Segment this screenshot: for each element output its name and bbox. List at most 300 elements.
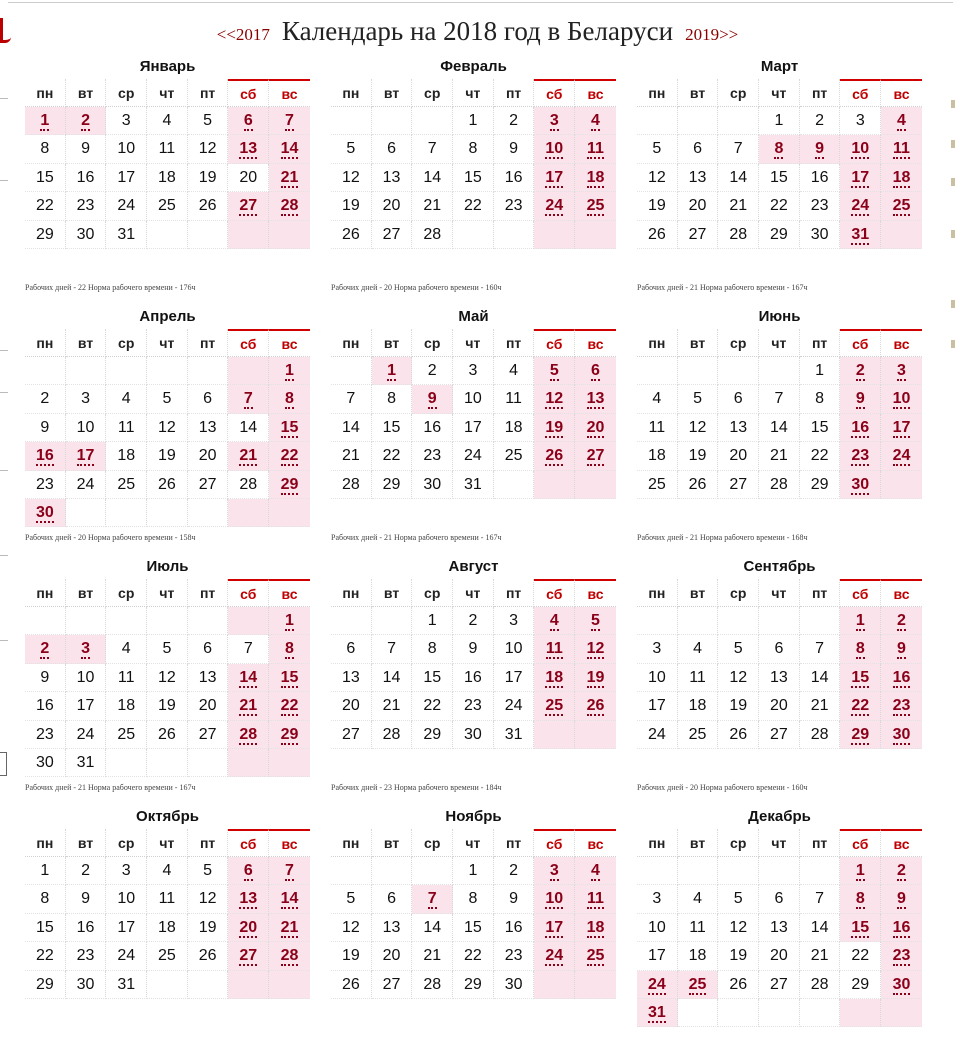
month-stats: Рабочих дней - 20 Норма рабочего времени - 160ч — [331, 283, 502, 292]
week-row — [637, 442, 922, 470]
day-cell: 5 — [147, 635, 188, 663]
day-cell: 17 — [106, 914, 147, 942]
month-12 — [637, 805, 942, 1051]
day-cell: 21 — [269, 914, 310, 942]
day-cell: 27 — [188, 721, 229, 749]
empty-cell — [881, 471, 922, 499]
day-cell: 13 — [759, 914, 800, 942]
day-cell: 12 — [331, 164, 372, 192]
day-cell: 22 — [269, 692, 310, 720]
empty-cell — [228, 749, 269, 777]
day-cell: 14 — [228, 414, 269, 442]
day-cell: 22 — [453, 942, 494, 970]
day-cell: 5 — [718, 635, 759, 663]
weekday-header-row — [331, 829, 616, 857]
month-name: Февраль — [440, 58, 507, 75]
day-cell: 6 — [188, 635, 229, 663]
weekday-label: вс — [269, 829, 310, 857]
day-cell: 3 — [106, 107, 147, 135]
day-cell: 18 — [881, 164, 922, 192]
week-row — [25, 664, 310, 692]
day-cell: 29 — [453, 971, 494, 999]
empty-cell — [718, 857, 759, 885]
weekday-label: пт — [188, 579, 229, 607]
day-cell: 4 — [637, 385, 678, 413]
week-row — [637, 942, 922, 970]
month-stats: Рабочих дней - 21 Норма рабочего времени - 167ч — [25, 783, 196, 792]
day-cell: 24 — [494, 692, 535, 720]
weekday-label: сб — [840, 79, 881, 107]
weekday-header-row — [331, 579, 616, 607]
week-row — [637, 471, 922, 499]
day-cell: 25 — [494, 442, 535, 470]
day-cell: 23 — [25, 721, 66, 749]
week-row — [637, 414, 922, 442]
day-cell: 30 — [412, 471, 453, 499]
day-cell: 1 — [453, 107, 494, 135]
month-grid — [25, 829, 310, 999]
day-cell: 20 — [759, 692, 800, 720]
day-cell: 2 — [453, 607, 494, 635]
day-cell: 25 — [106, 721, 147, 749]
day-cell: 23 — [412, 442, 453, 470]
day-cell: 16 — [66, 164, 107, 192]
weekday-label: вт — [66, 329, 107, 357]
day-cell: 24 — [66, 721, 107, 749]
empty-cell — [372, 107, 413, 135]
day-cell: 26 — [331, 221, 372, 249]
day-cell: 14 — [269, 135, 310, 163]
weekday-header-row — [25, 579, 310, 607]
week-row — [637, 664, 922, 692]
week-row — [25, 414, 310, 442]
day-cell: 27 — [575, 442, 616, 470]
day-cell: 9 — [840, 385, 881, 413]
day-cell: 14 — [372, 664, 413, 692]
week-row — [25, 885, 310, 913]
day-cell: 27 — [372, 971, 413, 999]
day-cell: 25 — [534, 692, 575, 720]
week-row — [331, 635, 616, 663]
day-cell: 3 — [453, 357, 494, 385]
day-cell: 15 — [800, 414, 841, 442]
month-grid — [637, 79, 922, 249]
day-cell: 19 — [188, 914, 229, 942]
weekday-label: пн — [331, 579, 372, 607]
month-stats: Рабочих дней - 22 Норма рабочего времени - 176ч — [25, 283, 196, 292]
month-6 — [637, 305, 942, 551]
day-cell: 19 — [331, 192, 372, 220]
day-cell: 22 — [25, 192, 66, 220]
day-cell: 30 — [66, 221, 107, 249]
day-cell: 14 — [412, 164, 453, 192]
empty-cell — [718, 107, 759, 135]
prev-year-link[interactable]: <<2017 — [216, 25, 270, 44]
weekday-label: вс — [881, 579, 922, 607]
day-cell: 30 — [66, 971, 107, 999]
day-cell: 21 — [412, 192, 453, 220]
day-cell: 12 — [718, 664, 759, 692]
week-row — [25, 107, 310, 135]
day-cell: 4 — [147, 107, 188, 135]
day-cell: 16 — [881, 914, 922, 942]
day-cell: 20 — [372, 942, 413, 970]
day-cell: 23 — [881, 692, 922, 720]
weekday-label: пн — [25, 579, 66, 607]
day-cell: 23 — [66, 942, 107, 970]
day-cell: 17 — [534, 914, 575, 942]
empty-cell — [718, 607, 759, 635]
month-grid — [25, 79, 310, 249]
week-row — [331, 357, 616, 385]
day-cell: 13 — [228, 885, 269, 913]
day-cell: 12 — [534, 385, 575, 413]
day-cell: 25 — [147, 942, 188, 970]
week-row — [637, 164, 922, 192]
day-cell: 2 — [494, 857, 535, 885]
month-7 — [25, 555, 330, 801]
day-cell: 1 — [269, 607, 310, 635]
day-cell: 18 — [494, 414, 535, 442]
day-cell: 27 — [372, 221, 413, 249]
day-cell: 10 — [637, 664, 678, 692]
empty-cell — [188, 499, 229, 527]
day-cell: 14 — [331, 414, 372, 442]
day-cell: 11 — [637, 414, 678, 442]
day-cell: 14 — [269, 885, 310, 913]
day-cell: 27 — [718, 471, 759, 499]
day-cell: 12 — [147, 414, 188, 442]
empty-cell — [66, 499, 107, 527]
weekday-label: чт — [759, 79, 800, 107]
week-row — [25, 192, 310, 220]
month-grid — [331, 829, 616, 999]
sidebar-marker — [951, 140, 955, 148]
weekday-label: пт — [188, 79, 229, 107]
weekday-header-row — [637, 329, 922, 357]
day-cell: 20 — [188, 442, 229, 470]
day-cell: 10 — [106, 135, 147, 163]
empty-cell — [147, 607, 188, 635]
sidebar-input-fragment[interactable] — [0, 752, 7, 776]
weekday-label: пн — [637, 829, 678, 857]
day-cell: 20 — [372, 192, 413, 220]
day-cell: 12 — [188, 885, 229, 913]
day-cell: 18 — [106, 442, 147, 470]
empty-cell — [228, 607, 269, 635]
day-cell: 2 — [66, 107, 107, 135]
week-row — [25, 692, 310, 720]
week-row — [25, 471, 310, 499]
day-cell: 16 — [881, 664, 922, 692]
left-sidebar-edge — [0, 0, 8, 1032]
weekday-label: чт — [453, 829, 494, 857]
empty-cell — [840, 999, 881, 1027]
top-divider — [8, 2, 953, 3]
day-cell: 14 — [412, 914, 453, 942]
week-row — [331, 471, 616, 499]
day-cell: 24 — [106, 192, 147, 220]
week-row — [637, 885, 922, 913]
day-cell: 27 — [759, 721, 800, 749]
month-1 — [25, 55, 330, 301]
empty-cell — [759, 607, 800, 635]
day-cell: 23 — [881, 942, 922, 970]
day-cell: 9 — [453, 635, 494, 663]
day-cell: 11 — [106, 414, 147, 442]
day-cell: 18 — [678, 942, 719, 970]
day-cell: 26 — [718, 971, 759, 999]
day-cell: 19 — [147, 442, 188, 470]
day-cell: 19 — [147, 692, 188, 720]
weekday-label: сб — [840, 329, 881, 357]
day-cell: 1 — [269, 357, 310, 385]
week-row — [25, 721, 310, 749]
day-cell: 30 — [840, 471, 881, 499]
day-cell: 3 — [494, 607, 535, 635]
day-cell: 2 — [412, 357, 453, 385]
day-cell: 10 — [494, 635, 535, 663]
day-cell: 5 — [575, 607, 616, 635]
day-cell: 10 — [106, 885, 147, 913]
day-cell: 17 — [66, 692, 107, 720]
month-name: Ноябрь — [445, 808, 502, 825]
day-cell: 3 — [881, 357, 922, 385]
weekday-label: сб — [840, 579, 881, 607]
day-cell: 7 — [759, 385, 800, 413]
month-name: Август — [448, 558, 499, 575]
sidebar-divider — [0, 640, 8, 641]
weekday-label: вс — [269, 79, 310, 107]
empty-cell — [25, 607, 66, 635]
day-cell: 23 — [800, 192, 841, 220]
month-name: Октябрь — [136, 808, 199, 825]
empty-cell — [718, 357, 759, 385]
weekday-header-row — [25, 829, 310, 857]
day-cell: 12 — [575, 635, 616, 663]
day-cell: 1 — [800, 357, 841, 385]
month-name: Январь — [139, 58, 196, 75]
day-cell: 3 — [637, 635, 678, 663]
day-cell: 2 — [881, 607, 922, 635]
day-cell: 11 — [147, 885, 188, 913]
empty-cell — [412, 857, 453, 885]
day-cell: 28 — [269, 942, 310, 970]
weekday-header-row — [25, 329, 310, 357]
day-cell: 9 — [412, 385, 453, 413]
week-row — [331, 914, 616, 942]
weekday-label: пн — [25, 329, 66, 357]
weekday-label: пн — [331, 79, 372, 107]
weekday-label: чт — [453, 79, 494, 107]
day-cell: 1 — [25, 107, 66, 135]
day-cell: 26 — [331, 971, 372, 999]
day-cell: 21 — [412, 942, 453, 970]
day-cell: 16 — [412, 414, 453, 442]
week-row — [331, 107, 616, 135]
day-cell: 26 — [575, 692, 616, 720]
day-cell: 14 — [228, 664, 269, 692]
empty-cell — [453, 221, 494, 249]
day-cell: 3 — [66, 635, 107, 663]
day-cell: 19 — [637, 192, 678, 220]
day-cell: 24 — [881, 442, 922, 470]
day-cell: 16 — [840, 414, 881, 442]
weekday-label: пт — [800, 79, 841, 107]
weekday-label: ср — [106, 579, 147, 607]
month-grid — [331, 329, 616, 499]
day-cell: 19 — [718, 692, 759, 720]
week-row — [331, 192, 616, 220]
day-cell: 25 — [637, 471, 678, 499]
weekday-label: вт — [678, 329, 719, 357]
day-cell: 15 — [840, 914, 881, 942]
week-row — [25, 942, 310, 970]
day-cell: 8 — [453, 885, 494, 913]
empty-cell — [269, 749, 310, 777]
next-year-link[interactable]: 2019>> — [685, 25, 739, 44]
weekday-label: пт — [188, 829, 229, 857]
day-cell: 4 — [147, 857, 188, 885]
day-cell: 21 — [228, 442, 269, 470]
empty-cell — [678, 107, 719, 135]
day-cell: 29 — [800, 471, 841, 499]
weekday-label: вт — [372, 79, 413, 107]
day-cell: 19 — [534, 414, 575, 442]
month-11 — [331, 805, 636, 1051]
week-row — [637, 857, 922, 885]
day-cell: 7 — [269, 107, 310, 135]
day-cell: 27 — [228, 192, 269, 220]
day-cell: 17 — [881, 414, 922, 442]
weekday-label: вс — [881, 79, 922, 107]
day-cell: 17 — [637, 942, 678, 970]
day-cell: 21 — [800, 692, 841, 720]
day-cell: 21 — [800, 942, 841, 970]
empty-cell — [147, 499, 188, 527]
week-row — [637, 385, 922, 413]
day-cell: 7 — [372, 635, 413, 663]
week-row — [25, 221, 310, 249]
day-cell: 29 — [372, 471, 413, 499]
empty-cell — [269, 971, 310, 999]
weekday-label: сб — [228, 579, 269, 607]
weekday-label: ср — [718, 79, 759, 107]
month-grid — [637, 329, 922, 499]
day-cell: 13 — [678, 164, 719, 192]
day-cell: 17 — [106, 164, 147, 192]
day-cell: 16 — [25, 692, 66, 720]
empty-cell — [534, 971, 575, 999]
day-cell: 6 — [228, 107, 269, 135]
month-grid — [331, 79, 616, 249]
weekday-label: вт — [678, 79, 719, 107]
day-cell: 6 — [331, 635, 372, 663]
day-cell: 29 — [840, 721, 881, 749]
day-cell: 18 — [637, 442, 678, 470]
week-row — [25, 442, 310, 470]
day-cell: 4 — [106, 635, 147, 663]
month-5 — [331, 305, 636, 551]
day-cell: 4 — [106, 385, 147, 413]
empty-cell — [188, 607, 229, 635]
day-cell: 30 — [800, 221, 841, 249]
weekday-label: сб — [534, 79, 575, 107]
day-cell: 14 — [800, 914, 841, 942]
day-cell: 30 — [881, 721, 922, 749]
day-cell: 3 — [840, 107, 881, 135]
weekday-label: вс — [575, 329, 616, 357]
week-row — [331, 607, 616, 635]
day-cell: 22 — [372, 442, 413, 470]
day-cell: 13 — [228, 135, 269, 163]
day-cell: 3 — [534, 857, 575, 885]
week-row — [331, 885, 616, 913]
day-cell: 28 — [228, 721, 269, 749]
weekday-header-row — [331, 329, 616, 357]
empty-cell — [331, 607, 372, 635]
day-cell: 25 — [147, 192, 188, 220]
day-cell: 13 — [759, 664, 800, 692]
day-cell: 5 — [637, 135, 678, 163]
weekday-label: пн — [637, 329, 678, 357]
month-stats: Рабочих дней - 21 Норма рабочего времени - 167ч — [637, 283, 808, 292]
day-cell: 10 — [881, 385, 922, 413]
day-cell: 12 — [718, 914, 759, 942]
day-cell: 28 — [269, 192, 310, 220]
day-cell: 20 — [759, 942, 800, 970]
day-cell: 25 — [678, 721, 719, 749]
week-row — [637, 721, 922, 749]
day-cell: 31 — [494, 721, 535, 749]
day-cell: 19 — [575, 664, 616, 692]
empty-cell — [800, 857, 841, 885]
day-cell: 24 — [453, 442, 494, 470]
empty-cell — [147, 971, 188, 999]
day-cell: 7 — [269, 857, 310, 885]
empty-cell — [494, 471, 535, 499]
empty-cell — [575, 471, 616, 499]
week-row — [25, 914, 310, 942]
empty-cell — [678, 607, 719, 635]
month-9 — [637, 555, 942, 801]
day-cell: 11 — [678, 664, 719, 692]
weekday-label: ср — [718, 829, 759, 857]
week-row — [331, 664, 616, 692]
month-stats: Рабочих дней - 21 Норма рабочего времени - 168ч — [637, 533, 808, 542]
day-cell: 22 — [840, 692, 881, 720]
month-stats: Рабочих дней - 20 Норма рабочего времени - 158ч — [25, 533, 196, 542]
weekday-label: сб — [534, 329, 575, 357]
weekday-label: вс — [269, 329, 310, 357]
day-cell: 19 — [331, 942, 372, 970]
weekday-label: чт — [147, 579, 188, 607]
day-cell: 11 — [881, 135, 922, 163]
day-cell: 17 — [453, 414, 494, 442]
day-cell: 28 — [759, 471, 800, 499]
day-cell: 24 — [534, 192, 575, 220]
weekday-label: вс — [575, 579, 616, 607]
weekday-label: вт — [678, 579, 719, 607]
day-cell: 24 — [637, 721, 678, 749]
day-cell: 10 — [534, 885, 575, 913]
day-cell: 6 — [759, 635, 800, 663]
day-cell: 31 — [106, 221, 147, 249]
empty-cell — [106, 357, 147, 385]
month-name: Сентябрь — [743, 558, 816, 575]
day-cell: 18 — [147, 164, 188, 192]
day-cell: 14 — [800, 664, 841, 692]
